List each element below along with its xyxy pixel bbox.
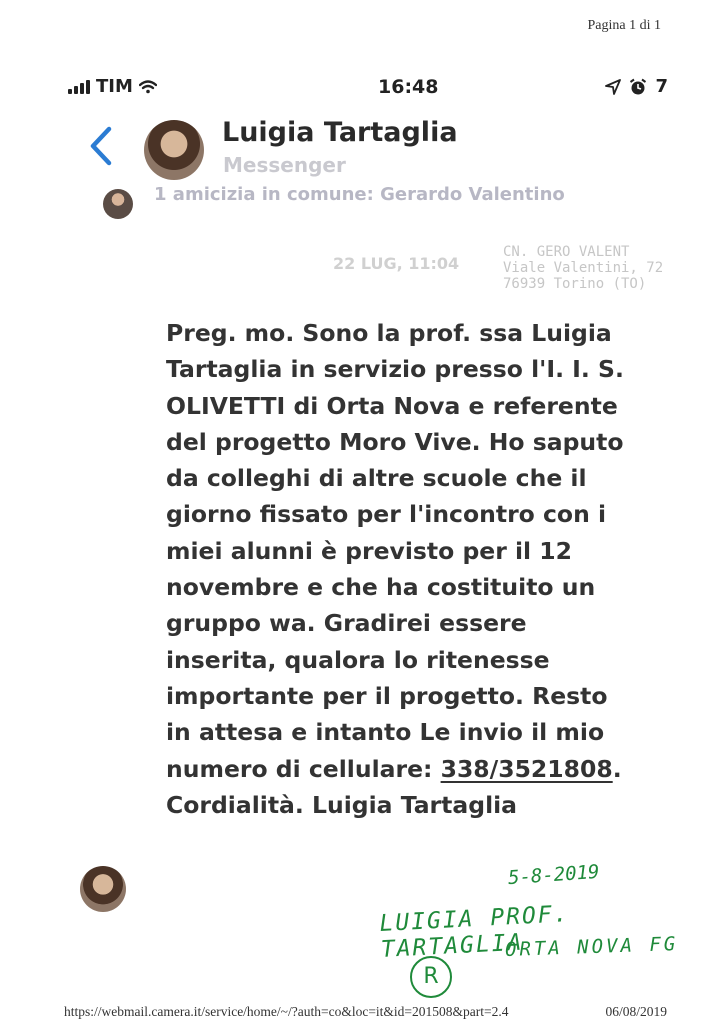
handwritten-place: ORTA NOVA FG — [504, 932, 679, 962]
stamp-line: CN. GERO VALENT — [503, 244, 630, 260]
stamp-line: Viale Valentini, 72 — [503, 260, 664, 276]
battery-text: 7 — [655, 76, 668, 97]
handwritten-circled-mark: R — [410, 956, 452, 998]
print-footer-date: 06/08/2019 — [605, 1004, 667, 1019]
handwritten-date: 5-8-2019 — [507, 860, 601, 890]
mutual-friends-text: 1 amicizia in comune: Gerardo Valentino — [154, 184, 565, 205]
status-indicators — [605, 76, 668, 97]
chevron-left-icon — [88, 125, 114, 167]
message-timestamp: 22 LUG, 11:04 — [333, 254, 460, 273]
wifi-icon — [139, 80, 157, 94]
rubber-stamp — [503, 244, 663, 292]
handwritten-name: LUIGIA PROF. TARTAGLIA — [378, 901, 571, 963]
mutual-friend-avatar — [103, 189, 133, 219]
back-button[interactable] — [88, 125, 114, 172]
phone-number-link[interactable]: 338/3521808 — [440, 754, 613, 783]
stamp-line: 76939 Torino (TO) — [503, 276, 647, 292]
contact-name[interactable]: Luigia Tartaglia — [222, 117, 458, 148]
alarm-clock-icon — [629, 78, 647, 96]
status-bar — [68, 76, 668, 100]
carrier-info — [68, 76, 157, 97]
contact-source: Messenger — [223, 153, 346, 177]
carrier-name: TIM — [96, 76, 133, 97]
print-page-label: Pagina 1 di 1 — [587, 18, 661, 33]
message-text-end: . Cordialità. Luigia Tartaglia — [166, 754, 622, 819]
status-time: 16:48 — [378, 76, 439, 98]
contact-avatar[interactable] — [144, 120, 204, 180]
sender-avatar — [80, 866, 126, 912]
signal-icon — [68, 80, 90, 94]
location-arrow-icon — [605, 79, 621, 95]
print-footer-url: https://webmail.camera.it/service/home/~/?auth=co&loc=it&id=201508&part=2.4 — [64, 1004, 509, 1019]
message-text: Preg. mo. Sono la prof. ssa Luigia Tartaglia in servizio presso l'I. I. S. OLIVETTI di Orta Nova e referente del progetto Moro Vive. Ho saputo da colleghi di altre scuole che il giorno fissato per l'incontro con i miei alunni è previsto per il 12 novembre e che ha costituito un gruppo wa. Gradirei essere inserita, qualora lo ritenesse importante per il progetto. Resto in attesa e intanto Le invio il mio numero di cellulare: — [166, 319, 624, 783]
message-bubble[interactable] — [166, 315, 626, 823]
